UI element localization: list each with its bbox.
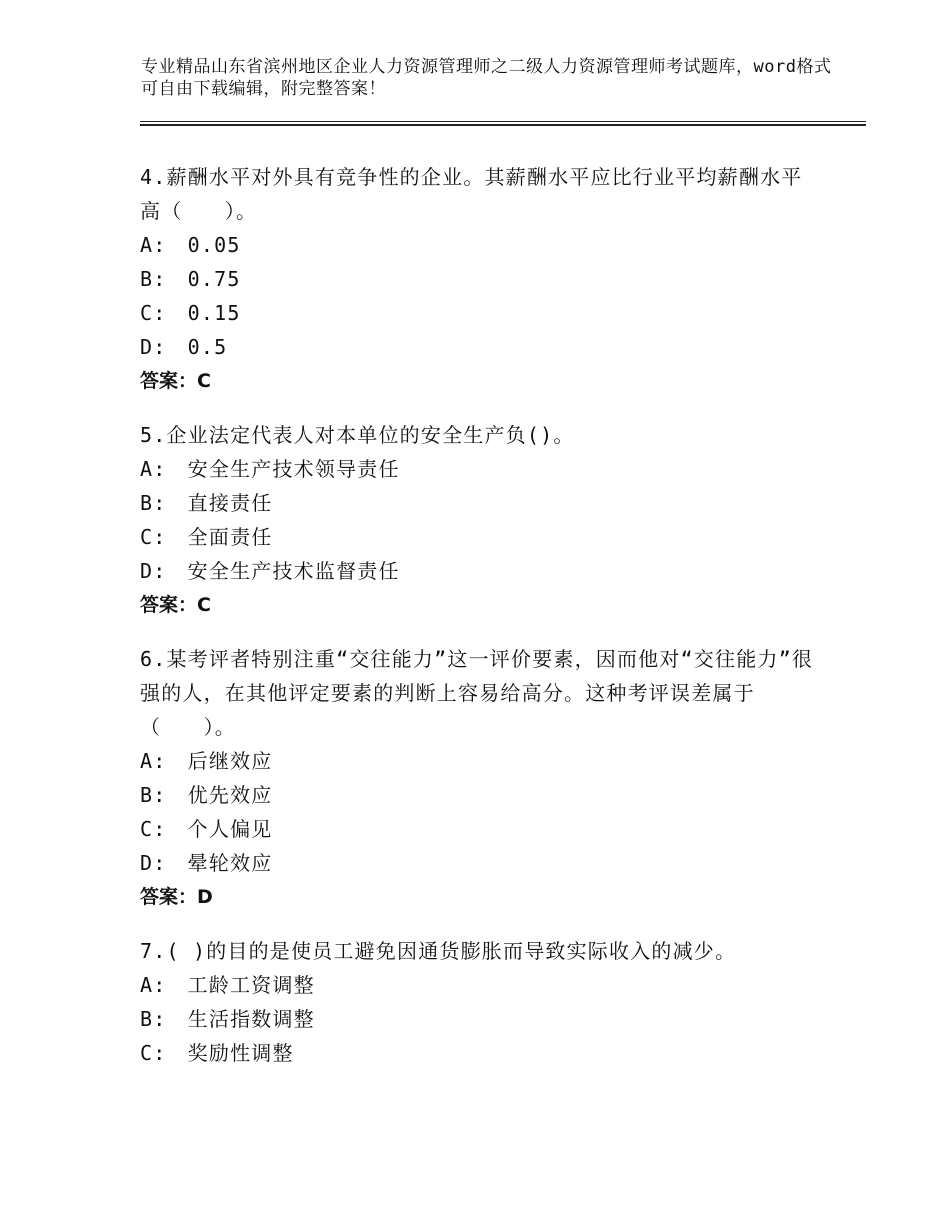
option-b: B: 生活指数调整 <box>140 1007 315 1031</box>
question-5 <box>140 418 820 622</box>
option-b: B: 直接责任 <box>140 491 273 515</box>
question-4 <box>140 160 820 398</box>
option-a: A: 安全生产技术领导责任 <box>140 457 400 481</box>
answer-label: 答案：D <box>140 886 213 908</box>
document-header-title: 专业精品山东省滨州地区企业人力资源管理师之二级人力资源管理师考试题库，word格式可自由下载编辑，附完整答案！ <box>141 57 832 99</box>
answer-label: 答案：C <box>140 594 211 616</box>
question-7 <box>140 934 820 1070</box>
option-a: A: 0.05 <box>140 233 241 257</box>
option-d: D: 0.5 <box>140 335 228 359</box>
option-c: C: 奖励性调整 <box>140 1041 294 1065</box>
option-d: D: 晕轮效应 <box>140 851 273 875</box>
question-6 <box>140 642 820 914</box>
header-divider-line-bottom <box>140 124 866 126</box>
header-divider <box>140 121 866 127</box>
answer-label: 答案：C <box>140 370 211 392</box>
option-b: B: 0.75 <box>140 267 241 291</box>
option-c: C: 0.15 <box>140 301 241 325</box>
question-stem: 4.薪酬水平对外具有竞争性的企业。其薪酬水平应比行业平均薪酬水平高（ ）。 <box>140 165 803 223</box>
question-stem: 7.( )的目的是使员工避免因通货膨胀而导致实际收入的减少。 <box>140 939 737 963</box>
option-c: C: 全面责任 <box>140 525 273 549</box>
option-b: B: 优先效应 <box>140 783 273 807</box>
question-stem: 6.某考评者特别注重“交往能力”这一评价要素，因而他对“交往能力”很强的人，在其他评定要素的判断上容易给高分。这种考评误差属于（ ）。 <box>140 647 814 739</box>
option-d: D: 安全生产技术监督责任 <box>140 559 400 583</box>
option-c: C: 个人偏见 <box>140 817 273 841</box>
option-a: A: 后继效应 <box>140 749 273 773</box>
question-stem: 5.企业法定代表人对本单位的安全生产负()。 <box>140 423 575 447</box>
header-divider-line-top <box>140 121 866 122</box>
option-a: A: 工龄工资调整 <box>140 973 315 997</box>
question-list <box>140 160 820 1090</box>
